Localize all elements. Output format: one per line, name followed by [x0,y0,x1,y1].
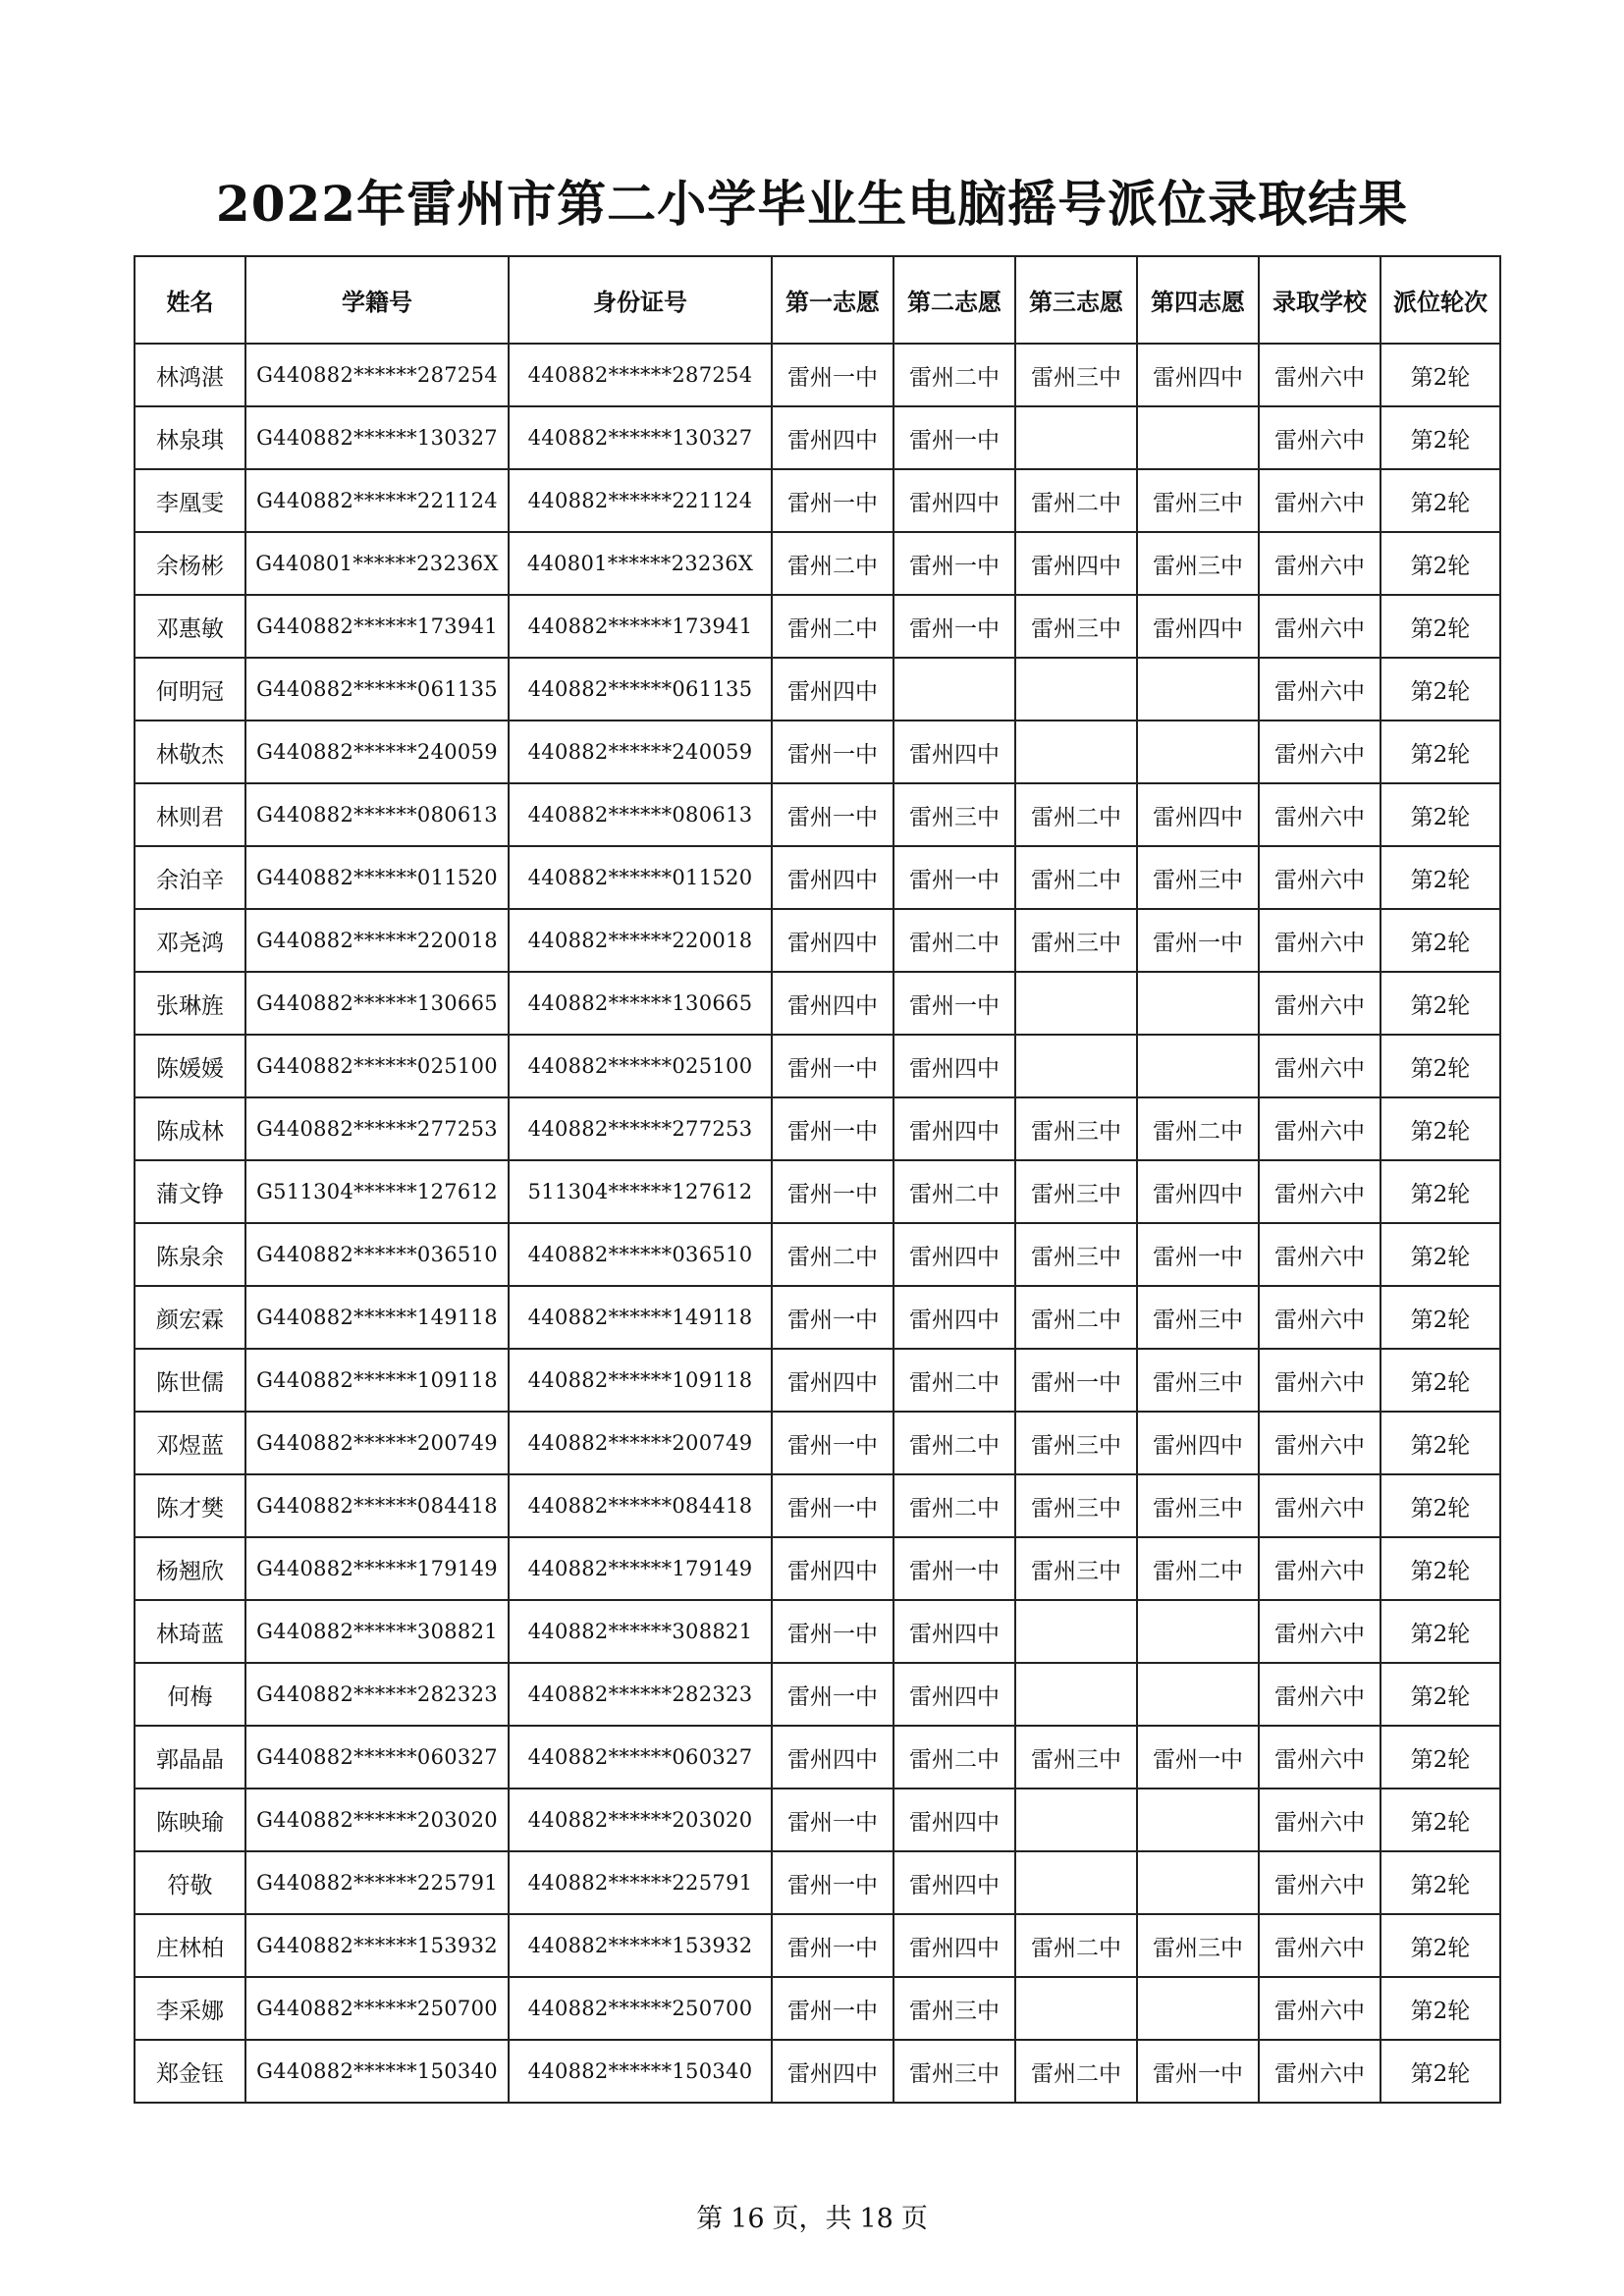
cell-col-choice-3: 雷州二中 [1015,1914,1137,1977]
cell-col-choice-3: 雷州三中 [1015,1726,1137,1789]
cell-col-round: 第2轮 [1380,1097,1500,1160]
cell-col-round: 第2轮 [1380,1726,1500,1789]
cell-col-student-id: G440882******179149 [245,1537,509,1600]
cell-col-choice-1: 雷州一中 [772,469,893,532]
cell-col-id-card: 440882******250700 [509,1977,772,2040]
cell-col-round: 第2轮 [1380,721,1500,783]
footer-page-unit: 页，共 [772,2204,852,2234]
cell-col-student-id: G440882******025100 [245,1035,509,1097]
cell-col-round: 第2轮 [1380,1160,1500,1223]
cell-col-student-id: G440882******221124 [245,469,509,532]
cell-col-admitted-school: 雷州六中 [1259,1286,1380,1349]
cell-col-name: 邓惠敏 [135,595,245,658]
cell-col-choice-2: 雷州二中 [893,1349,1015,1412]
cell-col-id-card: 440801******23236X [509,532,772,595]
cell-col-id-card: 440882******150340 [509,2040,772,2103]
cell-col-choice-4: 雷州二中 [1137,1097,1259,1160]
cell-col-choice-3: 雷州三中 [1015,344,1137,406]
cell-col-choice-4: 雷州三中 [1137,1914,1259,1977]
cell-col-student-id: G440882******150340 [245,2040,509,2103]
cell-col-round: 第2轮 [1380,1600,1500,1663]
cell-col-round: 第2轮 [1380,1914,1500,1977]
cell-col-choice-4: 雷州三中 [1137,1474,1259,1537]
cell-col-student-id: G440882******287254 [245,344,509,406]
cell-col-admitted-school: 雷州六中 [1259,1537,1380,1600]
cell-col-admitted-school: 雷州六中 [1259,469,1380,532]
cell-col-name: 邓煜蓝 [135,1412,245,1474]
cell-col-choice-1: 雷州四中 [772,972,893,1035]
cell-col-choice-1: 雷州一中 [772,1160,893,1223]
cell-col-id-card: 440882******282323 [509,1663,772,1726]
cell-col-name: 蒲文铮 [135,1160,245,1223]
cell-col-choice-2: 雷州二中 [893,1160,1015,1223]
cell-col-admitted-school: 雷州六中 [1259,344,1380,406]
cell-col-choice-2 [893,658,1015,721]
cell-col-round: 第2轮 [1380,1223,1500,1286]
cell-col-choice-2: 雷州一中 [893,846,1015,909]
cell-col-student-id: G440882******130665 [245,972,509,1035]
cell-col-choice-1: 雷州四中 [772,1726,893,1789]
cell-col-student-id: G440882******080613 [245,783,509,846]
cell-col-student-id: G440882******130327 [245,406,509,469]
cell-col-student-id: G440882******084418 [245,1474,509,1537]
cell-col-id-card: 440882******287254 [509,344,772,406]
cell-col-choice-1: 雷州一中 [772,1474,893,1537]
cell-col-choice-1: 雷州一中 [772,1097,893,1160]
table-row [135,406,1500,469]
cell-col-id-card: 511304******127612 [509,1160,772,1223]
cell-col-round: 第2轮 [1380,846,1500,909]
cell-col-choice-4: 雷州三中 [1137,1286,1259,1349]
cell-col-admitted-school: 雷州六中 [1259,1097,1380,1160]
cell-col-choice-2: 雷州二中 [893,1474,1015,1537]
header-col-admitted-school: 录取学校 [1259,256,1380,344]
cell-col-choice-1: 雷州一中 [772,344,893,406]
cell-col-choice-1: 雷州一中 [772,1412,893,1474]
header-col-student-id: 学籍号 [245,256,509,344]
table-row [135,909,1500,972]
cell-col-admitted-school: 雷州六中 [1259,1914,1380,1977]
cell-col-student-id: G440882******250700 [245,1977,509,2040]
cell-col-choice-4: 雷州四中 [1137,595,1259,658]
table-header-row [135,256,1500,344]
cell-col-id-card: 440882******025100 [509,1035,772,1097]
cell-col-choice-2: 雷州四中 [893,1914,1015,1977]
cell-col-choice-3: 雷州二中 [1015,783,1137,846]
cell-col-id-card: 440882******203020 [509,1789,772,1851]
cell-col-choice-4: 雷州四中 [1137,1412,1259,1474]
cell-col-id-card: 440882******173941 [509,595,772,658]
cell-col-student-id: G440882******308821 [245,1600,509,1663]
cell-col-name: 林鸿湛 [135,344,245,406]
cell-col-choice-4: 雷州一中 [1137,1726,1259,1789]
cell-col-choice-3: 雷州三中 [1015,1474,1137,1537]
table-row [135,1223,1500,1286]
cell-col-round: 第2轮 [1380,783,1500,846]
cell-col-choice-2: 雷州四中 [893,1097,1015,1160]
cell-col-student-id: G440882******109118 [245,1349,509,1412]
cell-col-choice-3 [1015,1600,1137,1663]
cell-col-choice-3 [1015,1977,1137,2040]
footer-current-page: 16 [731,2204,765,2234]
cell-col-choice-2: 雷州四中 [893,1286,1015,1349]
table-row [135,1789,1500,1851]
page-title: 2022年雷州市第二小学毕业生电脑摇号派位录取结果 [215,175,1409,233]
cell-col-id-card: 440882******036510 [509,1223,772,1286]
cell-col-name: 何明冠 [135,658,245,721]
cell-col-choice-2: 雷州四中 [893,1223,1015,1286]
cell-col-choice-2: 雷州四中 [893,1851,1015,1914]
cell-col-admitted-school: 雷州六中 [1259,972,1380,1035]
cell-col-id-card: 440882******011520 [509,846,772,909]
table-row [135,1977,1500,2040]
cell-col-choice-2: 雷州二中 [893,1412,1015,1474]
footer-total-pages: 18 [859,2204,893,2234]
cell-col-choice-1: 雷州一中 [772,1286,893,1349]
table-row [135,1914,1500,1977]
cell-col-choice-2: 雷州四中 [893,1600,1015,1663]
cell-col-id-card: 440882******061135 [509,658,772,721]
cell-col-choice-2: 雷州一中 [893,595,1015,658]
cell-col-choice-4 [1137,721,1259,783]
cell-col-round: 第2轮 [1380,1412,1500,1474]
cell-col-student-id: G440882******173941 [245,595,509,658]
cell-col-choice-1: 雷州一中 [772,1600,893,1663]
cell-col-choice-3 [1015,1789,1137,1851]
cell-col-choice-3: 雷州三中 [1015,1537,1137,1600]
cell-col-choice-3 [1015,1035,1137,1097]
table-row [135,1412,1500,1474]
cell-col-admitted-school: 雷州六中 [1259,1977,1380,2040]
cell-col-name: 陈才樊 [135,1474,245,1537]
cell-col-choice-3 [1015,1663,1137,1726]
header-col-choice-2: 第二志愿 [893,256,1015,344]
table-row [135,972,1500,1035]
cell-col-id-card: 440882******153932 [509,1914,772,1977]
cell-col-admitted-school: 雷州六中 [1259,783,1380,846]
cell-col-id-card: 440882******080613 [509,783,772,846]
cell-col-choice-4: 雷州二中 [1137,1537,1259,1600]
cell-col-id-card: 440882******149118 [509,1286,772,1349]
cell-col-id-card: 440882******240059 [509,721,772,783]
table-row [135,1160,1500,1223]
cell-col-choice-1: 雷州四中 [772,2040,893,2103]
cell-col-choice-1: 雷州一中 [772,721,893,783]
cell-col-choice-4: 雷州四中 [1137,344,1259,406]
cell-col-student-id: G440801******23236X [245,532,509,595]
cell-col-name: 余泊辛 [135,846,245,909]
cell-col-choice-1: 雷州二中 [772,1223,893,1286]
cell-col-name: 林琦蓝 [135,1600,245,1663]
header-col-choice-4: 第四志愿 [1137,256,1259,344]
cell-col-choice-4 [1137,1851,1259,1914]
cell-col-round: 第2轮 [1380,1977,1500,2040]
table-row [135,532,1500,595]
cell-col-student-id: G440882******011520 [245,846,509,909]
table-body [135,344,1500,2103]
cell-col-choice-2: 雷州四中 [893,1789,1015,1851]
table-row [135,1097,1500,1160]
cell-col-choice-3 [1015,721,1137,783]
table-row [135,469,1500,532]
cell-col-admitted-school: 雷州六中 [1259,1474,1380,1537]
table-row [135,1537,1500,1600]
cell-col-choice-4: 雷州一中 [1137,1223,1259,1286]
cell-col-round: 第2轮 [1380,1663,1500,1726]
header-col-choice-1: 第一志愿 [772,256,893,344]
cell-col-choice-2: 雷州三中 [893,2040,1015,2103]
table-row [135,846,1500,909]
cell-col-round: 第2轮 [1380,1789,1500,1851]
cell-col-choice-2: 雷州一中 [893,1537,1015,1600]
cell-col-choice-1: 雷州一中 [772,1789,893,1851]
cell-col-choice-3: 雷州二中 [1015,469,1137,532]
cell-col-choice-3: 雷州三中 [1015,1412,1137,1474]
cell-col-choice-2: 雷州一中 [893,532,1015,595]
cell-col-choice-2: 雷州二中 [893,1726,1015,1789]
cell-col-choice-1: 雷州一中 [772,1977,893,2040]
cell-col-name: 林则君 [135,783,245,846]
cell-col-id-card: 440882******130327 [509,406,772,469]
cell-col-student-id: G440882******225791 [245,1851,509,1914]
cell-col-id-card: 440882******084418 [509,1474,772,1537]
cell-col-admitted-school: 雷州六中 [1259,721,1380,783]
cell-col-choice-3: 雷州三中 [1015,1160,1137,1223]
cell-col-admitted-school: 雷州六中 [1259,846,1380,909]
cell-col-choice-4: 雷州三中 [1137,1349,1259,1412]
cell-col-name: 林泉琪 [135,406,245,469]
cell-col-id-card: 440882******225791 [509,1851,772,1914]
cell-col-choice-1: 雷州一中 [772,783,893,846]
table-row [135,1474,1500,1537]
cell-col-choice-3: 雷州三中 [1015,1223,1137,1286]
table-row [135,1726,1500,1789]
cell-col-name: 邓尧鸿 [135,909,245,972]
cell-col-round: 第2轮 [1380,595,1500,658]
cell-col-admitted-school: 雷州六中 [1259,595,1380,658]
cell-col-id-card: 440882******221124 [509,469,772,532]
cell-col-admitted-school: 雷州六中 [1259,658,1380,721]
cell-col-choice-1: 雷州四中 [772,846,893,909]
cell-col-choice-3: 雷州三中 [1015,595,1137,658]
cell-col-choice-3: 雷州二中 [1015,2040,1137,2103]
cell-col-choice-4: 雷州一中 [1137,909,1259,972]
cell-col-choice-4 [1137,1663,1259,1726]
cell-col-choice-2: 雷州四中 [893,721,1015,783]
cell-col-admitted-school: 雷州六中 [1259,2040,1380,2103]
table-row [135,2040,1500,2103]
cell-col-admitted-school: 雷州六中 [1259,1223,1380,1286]
cell-col-choice-2: 雷州四中 [893,469,1015,532]
header-col-round: 派位轮次 [1380,256,1500,344]
cell-col-choice-4: 雷州一中 [1137,2040,1259,2103]
footer-suffix: 页 [900,2204,928,2234]
cell-col-name: 郭晶晶 [135,1726,245,1789]
cell-col-round: 第2轮 [1380,532,1500,595]
cell-col-choice-2: 雷州一中 [893,406,1015,469]
cell-col-round: 第2轮 [1380,406,1500,469]
cell-col-round: 第2轮 [1380,909,1500,972]
cell-col-choice-2: 雷州一中 [893,972,1015,1035]
cell-col-admitted-school: 雷州六中 [1259,1160,1380,1223]
cell-col-admitted-school: 雷州六中 [1259,909,1380,972]
cell-col-student-id: G440882******149118 [245,1286,509,1349]
table-row [135,658,1500,721]
header-col-id-card: 身份证号 [509,256,772,344]
cell-col-admitted-school: 雷州六中 [1259,1726,1380,1789]
cell-col-choice-1: 雷州四中 [772,1537,893,1600]
cell-col-choice-1: 雷州一中 [772,1914,893,1977]
cell-col-name: 李采娜 [135,1977,245,2040]
cell-col-student-id: G440882******036510 [245,1223,509,1286]
cell-col-name: 陈媛媛 [135,1035,245,1097]
cell-col-round: 第2轮 [1380,972,1500,1035]
cell-col-choice-2: 雷州四中 [893,1663,1015,1726]
cell-col-choice-4 [1137,1977,1259,2040]
cell-col-choice-2: 雷州三中 [893,1977,1015,2040]
cell-col-choice-3 [1015,658,1137,721]
cell-col-choice-3 [1015,1851,1137,1914]
cell-col-name: 何梅 [135,1663,245,1726]
table-row [135,344,1500,406]
cell-col-name: 余杨彬 [135,532,245,595]
cell-col-name: 杨翘欣 [135,1537,245,1600]
cell-col-choice-4 [1137,658,1259,721]
cell-col-choice-4 [1137,1789,1259,1851]
table-row [135,1286,1500,1349]
cell-col-choice-1: 雷州一中 [772,1851,893,1914]
cell-col-round: 第2轮 [1380,469,1500,532]
cell-col-id-card: 440882******109118 [509,1349,772,1412]
footer-prefix: 第 [696,2204,724,2234]
cell-col-name: 陈世儒 [135,1349,245,1412]
cell-col-choice-3: 雷州三中 [1015,909,1137,972]
cell-col-choice-1: 雷州一中 [772,1035,893,1097]
cell-col-admitted-school: 雷州六中 [1259,1412,1380,1474]
cell-col-student-id: G440882******220018 [245,909,509,972]
cell-col-name: 陈泉余 [135,1223,245,1286]
cell-col-student-id: G440882******153932 [245,1914,509,1977]
cell-col-name: 陈成林 [135,1097,245,1160]
table-row [135,1851,1500,1914]
cell-col-round: 第2轮 [1380,1349,1500,1412]
cell-col-id-card: 440882******200749 [509,1412,772,1474]
cell-col-choice-4 [1137,1600,1259,1663]
cell-col-student-id: G440882******060327 [245,1726,509,1789]
cell-col-choice-1: 雷州四中 [772,909,893,972]
cell-col-choice-4: 雷州三中 [1137,469,1259,532]
table-row [135,1600,1500,1663]
cell-col-round: 第2轮 [1380,658,1500,721]
cell-col-id-card: 440882******220018 [509,909,772,972]
cell-col-choice-3: 雷州一中 [1015,1349,1137,1412]
cell-col-id-card: 440882******308821 [509,1600,772,1663]
cell-col-round: 第2轮 [1380,1851,1500,1914]
table-row [135,1035,1500,1097]
cell-col-round: 第2轮 [1380,2040,1500,2103]
cell-col-admitted-school: 雷州六中 [1259,1789,1380,1851]
table-row [135,721,1500,783]
cell-col-name: 张琳旌 [135,972,245,1035]
cell-col-choice-2: 雷州四中 [893,1035,1015,1097]
cell-col-name: 林敬杰 [135,721,245,783]
cell-col-admitted-school: 雷州六中 [1259,1663,1380,1726]
cell-col-choice-1: 雷州二中 [772,532,893,595]
cell-col-round: 第2轮 [1380,1035,1500,1097]
cell-col-choice-1: 雷州四中 [772,658,893,721]
cell-col-name: 颜宏霖 [135,1286,245,1349]
cell-col-round: 第2轮 [1380,1474,1500,1537]
cell-col-choice-3: 雷州三中 [1015,1097,1137,1160]
cell-col-name: 陈映瑜 [135,1789,245,1851]
cell-col-choice-4: 雷州三中 [1137,532,1259,595]
cell-col-round: 第2轮 [1380,1537,1500,1600]
cell-col-choice-3: 雷州二中 [1015,1286,1137,1349]
cell-col-admitted-school: 雷州六中 [1259,1035,1380,1097]
cell-col-student-id: G440882******240059 [245,721,509,783]
cell-col-id-card: 440882******060327 [509,1726,772,1789]
cell-col-admitted-school: 雷州六中 [1259,1851,1380,1914]
cell-col-choice-2: 雷州二中 [893,344,1015,406]
cell-col-choice-1: 雷州四中 [772,406,893,469]
cell-col-choice-4: 雷州四中 [1137,1160,1259,1223]
cell-col-choice-2: 雷州二中 [893,909,1015,972]
cell-col-choice-3: 雷州二中 [1015,846,1137,909]
cell-col-choice-3 [1015,972,1137,1035]
table-row [135,783,1500,846]
cell-col-choice-4 [1137,1035,1259,1097]
cell-col-choice-4 [1137,972,1259,1035]
cell-col-choice-4: 雷州三中 [1137,846,1259,909]
cell-col-choice-3 [1015,406,1137,469]
cell-col-choice-1: 雷州二中 [772,595,893,658]
cell-col-id-card: 440882******179149 [509,1537,772,1600]
cell-col-admitted-school: 雷州六中 [1259,1600,1380,1663]
cell-col-choice-4: 雷州四中 [1137,783,1259,846]
cell-col-name: 符敬 [135,1851,245,1914]
table-row [135,595,1500,658]
cell-col-student-id: G440882******277253 [245,1097,509,1160]
cell-col-name: 庄林柏 [135,1914,245,1977]
cell-col-student-id: G440882******061135 [245,658,509,721]
cell-col-student-id: G440882******203020 [245,1789,509,1851]
cell-col-admitted-school: 雷州六中 [1259,406,1380,469]
header-col-name: 姓名 [135,256,245,344]
cell-col-admitted-school: 雷州六中 [1259,1349,1380,1412]
cell-col-round: 第2轮 [1380,1286,1500,1349]
cell-col-choice-4 [1137,406,1259,469]
cell-col-student-id: G440882******282323 [245,1663,509,1726]
table-row [135,1349,1500,1412]
cell-col-id-card: 440882******277253 [509,1097,772,1160]
header-col-choice-3: 第三志愿 [1015,256,1137,344]
cell-col-name: 李凰雯 [135,469,245,532]
cell-col-student-id: G511304******127612 [245,1160,509,1223]
cell-col-round: 第2轮 [1380,344,1500,406]
cell-col-student-id: G440882******200749 [245,1412,509,1474]
page-footer [0,2197,1624,2235]
cell-col-choice-3: 雷州四中 [1015,532,1137,595]
results-table [134,255,1501,2104]
table-row [135,1663,1500,1726]
cell-col-id-card: 440882******130665 [509,972,772,1035]
cell-col-name: 郑金钰 [135,2040,245,2103]
cell-col-choice-2: 雷州三中 [893,783,1015,846]
cell-col-admitted-school: 雷州六中 [1259,532,1380,595]
cell-col-choice-1: 雷州一中 [772,1663,893,1726]
cell-col-choice-1: 雷州四中 [772,1349,893,1412]
